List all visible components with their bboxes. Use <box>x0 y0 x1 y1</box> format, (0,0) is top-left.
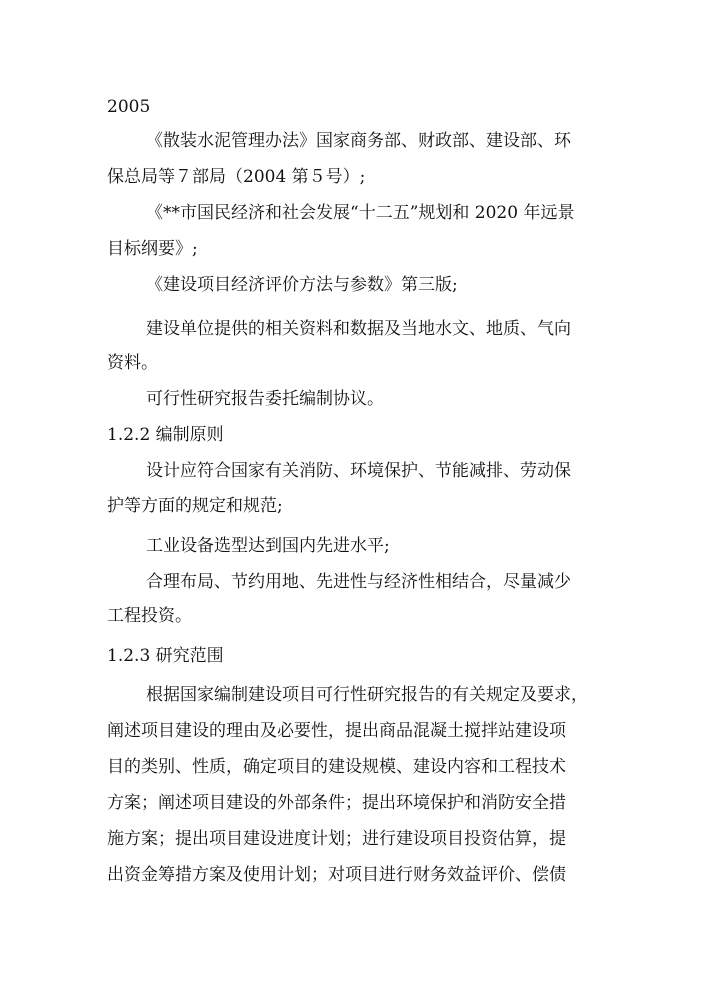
text-line: 出资金筹措方案及使用计划；对项目进行财务效益评价、偿债 <box>107 865 566 885</box>
section-heading: 1.2.3 研究范围 <box>107 646 224 666</box>
text-line: 方案；阐述项目建设的外部条件；提出环境保护和消防安全措 <box>107 793 566 813</box>
text-line: 施方案；提出项目建设进度计划；进行建设项目投资估算，提 <box>107 829 566 849</box>
text-line: 合理布局、节约用地、先进性与经济性相结合，尽量减少 <box>146 572 571 592</box>
text-line: 目标纲要》; <box>107 239 198 259</box>
text-line: 阐述项目建设的理由及必要性，提出商品混凝土搅拌站建设项 <box>107 721 566 741</box>
text-line: 可行性研究报告委托编制协议。 <box>146 389 384 409</box>
text-line-year: 2005 <box>107 97 151 117</box>
text-line: 建设单位提供的相关资料和数据及当地水文、地质、气向 <box>146 319 571 339</box>
text-line: 护等方面的规定和规范; <box>107 496 283 516</box>
text-line: 资料。 <box>107 353 158 373</box>
text-line: 《散装水泥管理办法》国家商务部、财政部、建设部、环 <box>146 131 571 151</box>
text-line: 保总局等７部局（2004 第５号）; <box>107 167 366 187</box>
text-line: 设计应符合国家有关消防、环境保护、节能减排、劳动保 <box>146 461 571 481</box>
text-line: 工业设备选型达到国内先进水平; <box>146 536 390 556</box>
section-heading: 1.2.2 编制原则 <box>107 425 224 445</box>
text-line: 《**市国民经济和社会发展“十二五”规划和 2020 年远景 <box>146 203 575 223</box>
text-line: 目的类别、性质，确定项目的建设规模、建设内容和工程技术 <box>107 757 566 777</box>
text-line: 根据国家编制建设项目可行性研究报告的有关规定及要求， <box>146 685 588 705</box>
text-line: 工程投资。 <box>107 606 192 626</box>
text-line: 《建设项目经济评价方法与参数》第三版; <box>146 275 458 295</box>
